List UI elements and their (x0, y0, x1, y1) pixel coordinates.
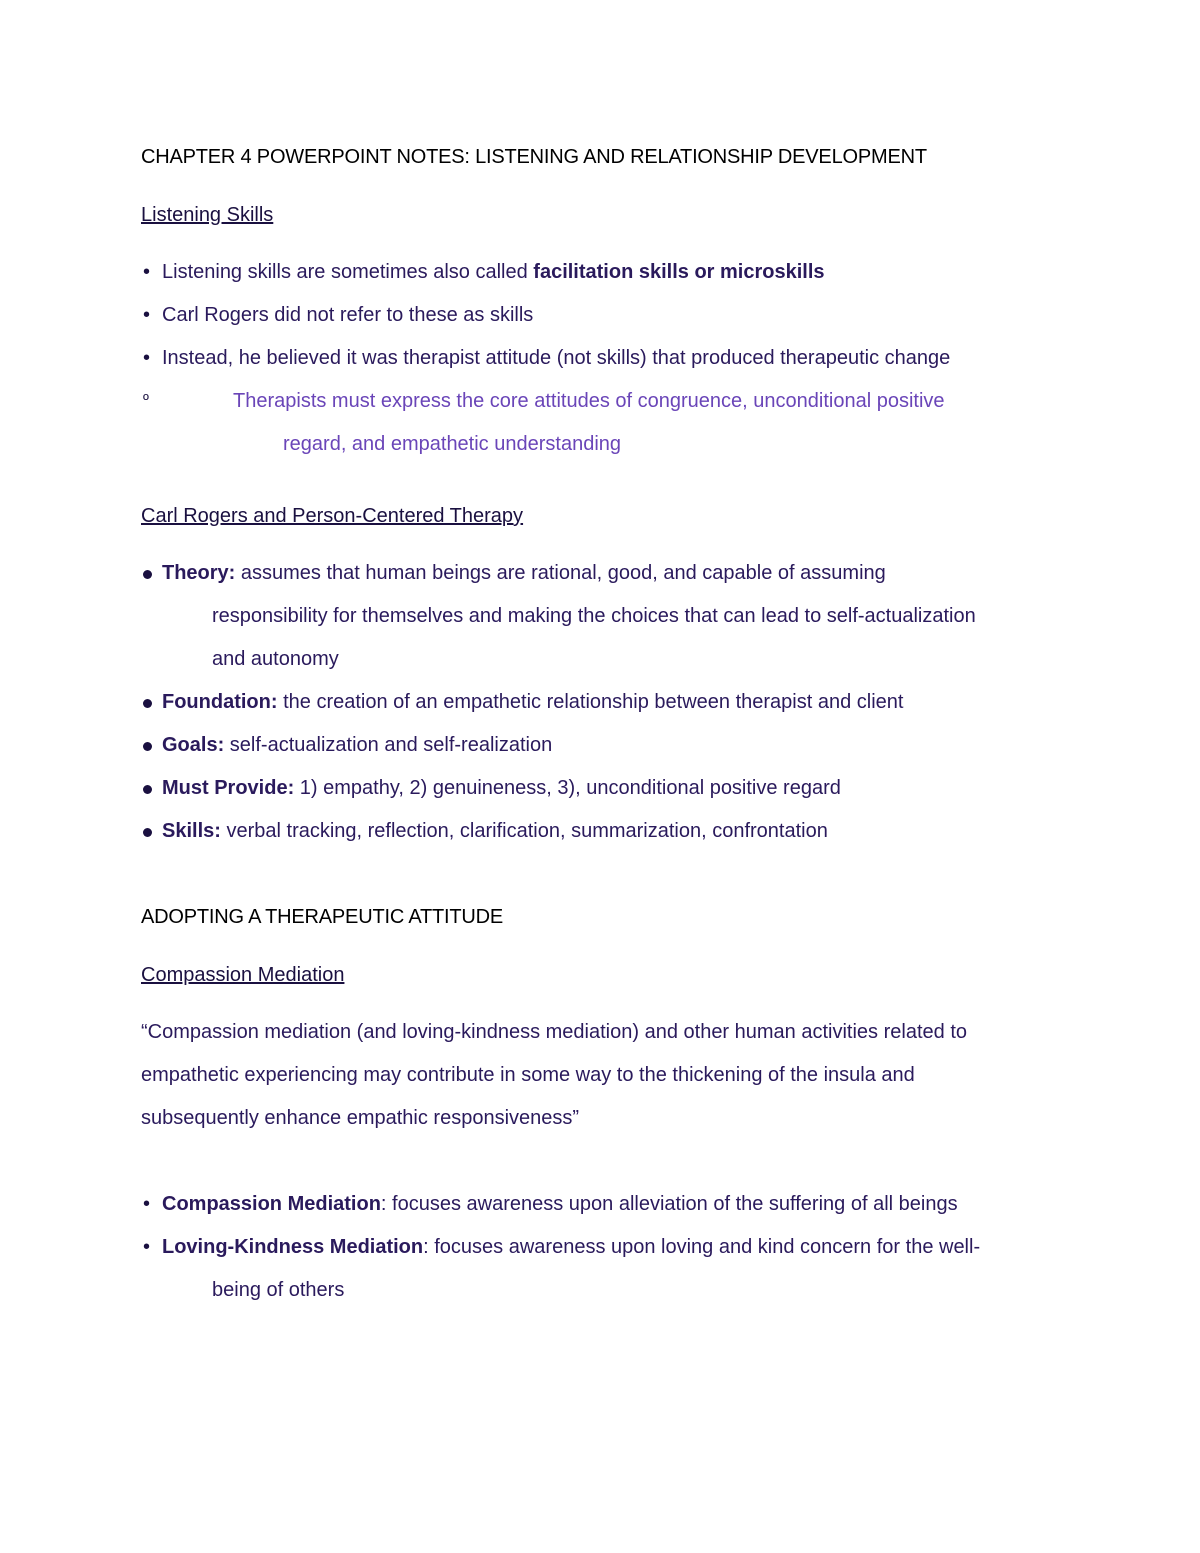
list-item-text: the creation of an empathetic relationship between therapist and client (277, 691, 904, 713)
list-item-continuation: responsibility for themselves and making the choices that can lead to self-actualization (212, 605, 976, 627)
list-item-label: Skills: (162, 820, 221, 842)
section-heading-therapeutic-attitude: ADOPTING A THERAPEUTIC ATTITUDE (141, 906, 504, 928)
section-heading-listening-skills: Listening Skills (141, 204, 274, 226)
list-item-label: Foundation: (162, 691, 278, 713)
list-item-text: self-actualization and self-realization (224, 734, 553, 756)
document-title: CHAPTER 4 POWERPOINT NOTES: LISTENING AND RELATIONSHIP DEVELOPMENT (141, 146, 927, 168)
list-item-bold-text: facilitation skills or microskills (533, 261, 825, 283)
section-heading-carl-rogers: Carl Rogers and Person-Centered Therapy (141, 505, 524, 527)
list-item-label: Compassion Mediation (162, 1193, 381, 1215)
list-item-goals (162, 733, 552, 757)
quote-line: subsequently enhance empathic responsiveness” (141, 1107, 580, 1129)
bullet-icon: • (143, 1236, 151, 1258)
bullet-icon: • (143, 304, 151, 326)
list-item-foundation (162, 690, 903, 714)
list-item: Carl Rogers did not refer to these as skills (162, 304, 534, 326)
list-item-label: Loving-Kindness Mediation (162, 1236, 424, 1258)
list-item: Instead, he believed it was therapist attitude (not skills) that produced therapeutic change (162, 347, 951, 369)
list-item-continuation: being of others (212, 1279, 345, 1301)
bullet-icon (143, 699, 152, 708)
list-item-text: : focuses awareness upon alleviation of the suffering of all beings (380, 1193, 958, 1215)
list-item-label: Goals: (162, 734, 225, 756)
list-item-skills (162, 819, 828, 843)
bullet-icon: • (143, 1193, 151, 1215)
bullet-icon (143, 570, 152, 579)
sub-bullet-icon: º (143, 392, 149, 409)
sub-list-item: Therapists must express the core attitudes of congruence, unconditional positive (233, 390, 945, 412)
sub-heading-compassion-mediation: Compassion Mediation (141, 964, 345, 986)
list-item-must-provide (162, 776, 841, 800)
list-item-text: 1) empathy, 2) genuineness, 3), unconditional positive regard (294, 777, 841, 799)
list-item-compassion (162, 1192, 958, 1216)
quote-line: “Compassion mediation (and loving-kindness mediation) and other human activities related to (141, 1021, 967, 1043)
list-item-continuation: and autonomy (212, 648, 339, 670)
list-item-label: Must Provide: (162, 777, 295, 799)
list-item-text: Listening skills are sometimes also called (162, 261, 534, 283)
bullet-icon: • (143, 261, 151, 283)
bullet-icon (143, 785, 152, 794)
list-item-theory (162, 561, 886, 585)
list-item-label: Theory: (162, 562, 236, 584)
list-item-text: assumes that human beings are rational, good, and capable of assuming (235, 562, 886, 584)
list-item-text: verbal tracking, reflection, clarification, summarization, confrontation (220, 820, 828, 842)
list-item (162, 260, 825, 284)
sub-list-item-continuation: regard, and empathetic understanding (283, 433, 622, 455)
list-item-loving-kindness (162, 1235, 980, 1259)
quote-line: empathetic experiencing may contribute in some way to the thickening of the insula and (141, 1064, 915, 1086)
bullet-icon (143, 742, 152, 751)
bullet-icon (143, 828, 152, 837)
bullet-icon: • (143, 347, 151, 369)
list-item-text: : focuses awareness upon loving and kind concern for the well- (423, 1236, 981, 1258)
